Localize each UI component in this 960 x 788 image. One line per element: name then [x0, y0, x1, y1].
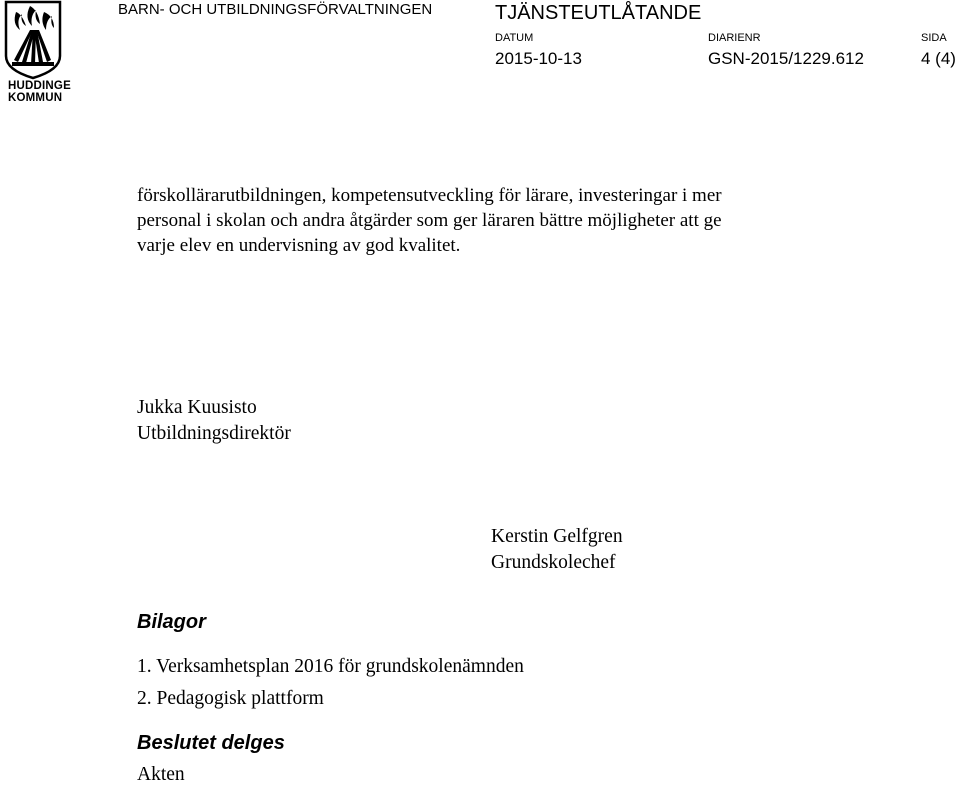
signatory-name: Kerstin Gelfgren	[491, 526, 623, 547]
page-label: SIDA	[921, 32, 947, 44]
logo-text-kommun: KOMMUN	[8, 92, 63, 104]
reference-label: DIARIENR	[708, 32, 761, 44]
attachment-item: 1. Verksamhetsplan 2016 för grundskolenämnden	[137, 656, 524, 677]
body-paragraph	[137, 183, 837, 258]
paragraph-line: personal i skolan och andra åtgärder som ger läraren bättre möjligheter att ge	[137, 210, 722, 231]
municipality-logo	[2, 0, 74, 106]
date-label: DATUM	[495, 32, 534, 44]
attachment-item: 2. Pedagogisk plattform	[137, 688, 324, 709]
page-number: 4 (4)	[921, 49, 956, 68]
paragraph-line: förskollärarutbildningen, kompetensutveckling för lärare, investeringar i mer	[137, 185, 722, 206]
logo-text-huddinge: HUDDINGE	[8, 80, 71, 92]
document-type: TJÄNSTEUTLÅTANDE	[495, 2, 702, 24]
attachments-heading: Bilagor	[137, 611, 206, 633]
organization-name: BARN- OCH UTBILDNINGSFÖRVALTNINGEN	[118, 1, 433, 18]
distribution-item: Akten	[137, 764, 185, 785]
distribution-heading: Beslutet delges	[137, 732, 285, 754]
signatory-name: Jukka Kuusisto	[137, 397, 257, 418]
date-value: 2015-10-13	[495, 49, 582, 68]
flame-crest-icon	[2, 0, 64, 80]
signatory-title: Utbildningsdirektör	[137, 423, 291, 444]
paragraph-line: varje elev en undervisning av god kvalitet.	[137, 235, 461, 256]
signatory-title: Grundskolechef	[491, 552, 616, 573]
reference-value: GSN-2015/1229.612	[708, 49, 864, 68]
